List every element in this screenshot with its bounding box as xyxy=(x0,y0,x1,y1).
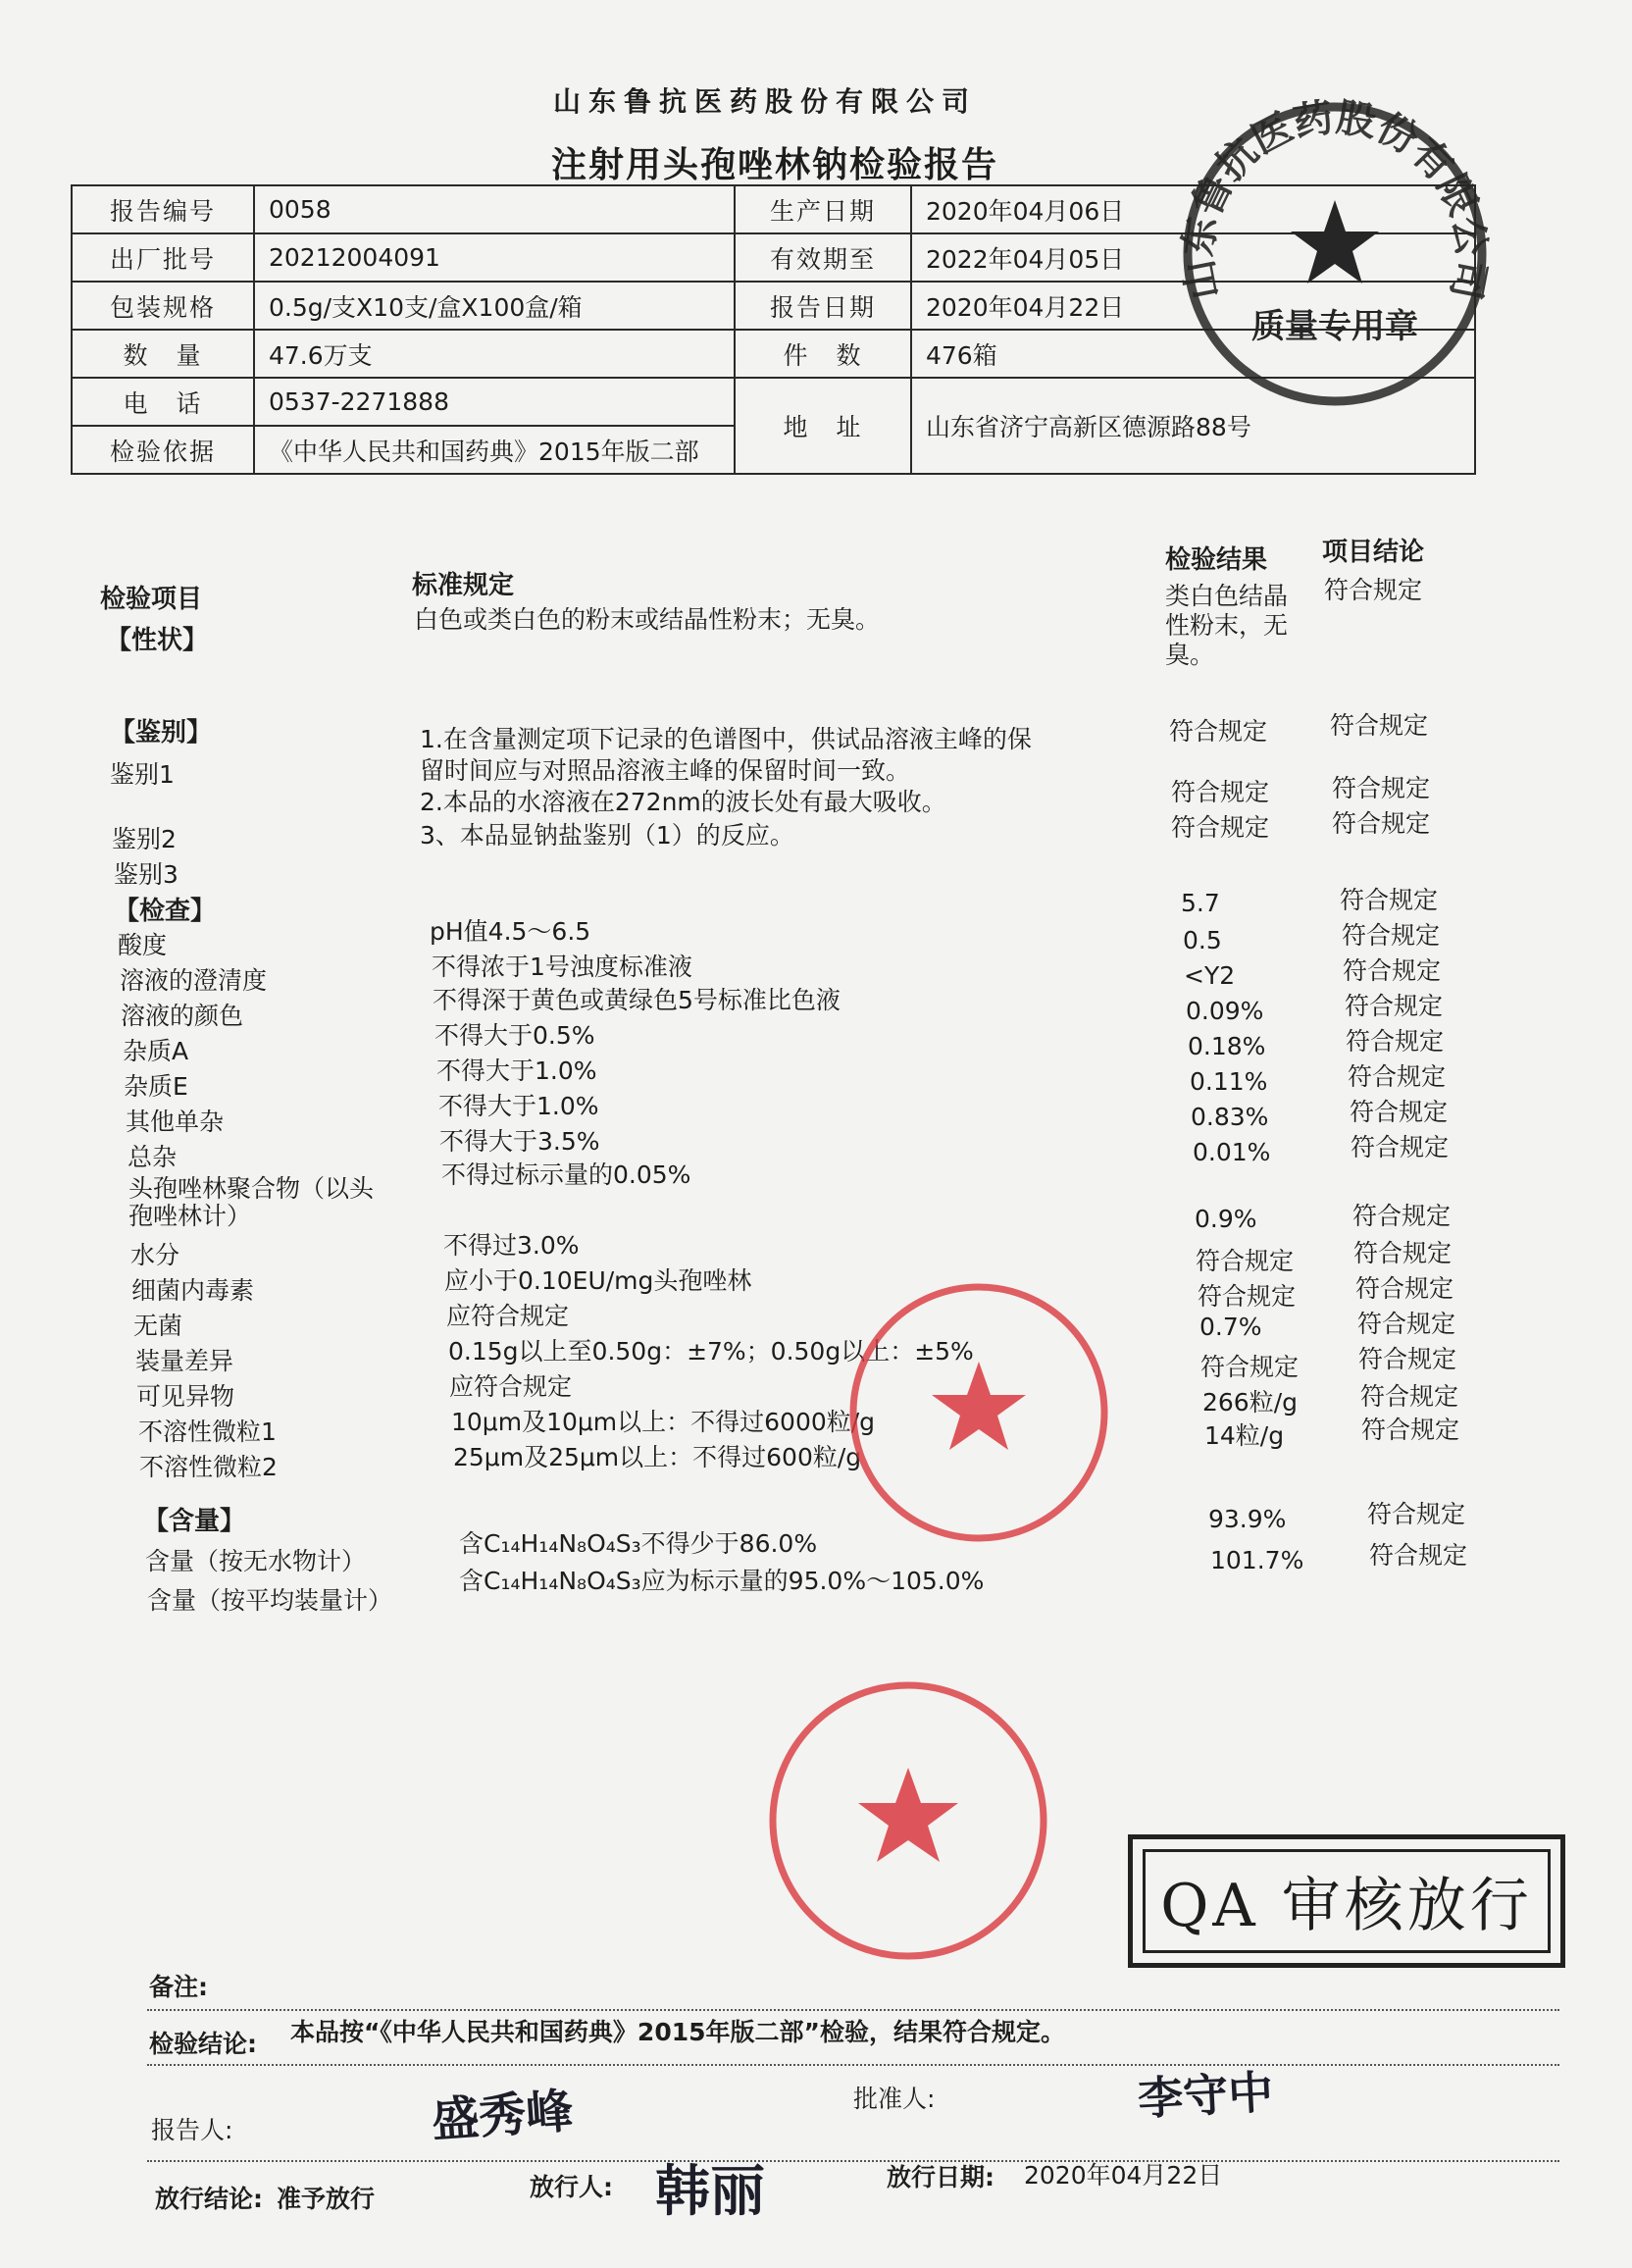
test-name: 溶液的澄清度 xyxy=(120,966,268,995)
test-result: 0.11% xyxy=(1190,1067,1268,1096)
test-result: 0.09% xyxy=(1186,997,1264,1025)
test-standard: 25μm及25μm以上：不得过600粒/g xyxy=(453,1443,862,1471)
quality-seal-ring-text: 山东鲁抗医药股份有限公司 xyxy=(1174,93,1496,304)
test-name: 不溶性微粒2 xyxy=(139,1453,278,1481)
test-conclusion: 符合规定 xyxy=(1353,1239,1453,1267)
test-result: 符合规定 xyxy=(1196,1247,1295,1275)
col-conclusion-header: 项目结论 xyxy=(1322,538,1425,567)
test-standard: 不得大于1.0% xyxy=(438,1092,599,1120)
ident-2-result: 符合规定 xyxy=(1171,813,1270,842)
test-name: 杂质A xyxy=(123,1037,189,1065)
test-name: 细菌内毒素 xyxy=(131,1276,255,1305)
appearance-standard: 白色或类白色的粉末或结晶性粉末；无臭。 xyxy=(414,605,881,634)
ident-2-standard: 2.本品的水溶液在272nm的波长处有最大吸收。 xyxy=(420,788,946,816)
spec-label: 包装规格 xyxy=(72,282,254,330)
prod-date-value: 2020年04月06日 xyxy=(911,185,1475,233)
svg-text:山东鲁抗医药股份有限公司 xyxy=(1175,94,1495,303)
footer-divider xyxy=(147,2160,1559,2162)
conclusion-text: 本品按“《中华人民共和国药典》2015年版二部”检验，结果符合规定。 xyxy=(290,2018,1065,2046)
test-name: 不溶性微粒1 xyxy=(138,1418,277,1446)
test-standard: 应符合规定 xyxy=(446,1302,570,1330)
test-result: 0.18% xyxy=(1188,1032,1266,1060)
qty-value: 47.6万支 xyxy=(254,330,735,378)
pieces-value: 476箱 xyxy=(911,330,1475,378)
test-standard: 不得大于0.5% xyxy=(434,1021,595,1050)
col-standard-header: 标准规定 xyxy=(412,571,515,600)
test-conclusion: 符合规定 xyxy=(1352,1202,1452,1230)
ident-1-standard-line2: 留时间应与对照品溶液主峰的保留时间一致。 xyxy=(420,756,911,785)
quality-seal-center-text: 质量专用章 xyxy=(1251,307,1418,346)
reporter-signature: 盛秀峰 xyxy=(430,2084,576,2148)
test-conclusion: 符合规定 xyxy=(1358,1345,1457,1373)
test-name: 杂质E xyxy=(124,1072,188,1101)
test-standard: 不得过3.0% xyxy=(443,1231,580,1260)
star-icon xyxy=(1291,200,1379,284)
report-no-label: 报告编号 xyxy=(72,185,254,233)
batch-value: 20212004091 xyxy=(254,233,735,282)
phone-label: 电 话 xyxy=(72,378,254,426)
release-conclusion-value: 准予放行 xyxy=(277,2185,376,2213)
assay-1-conclusion: 符合规定 xyxy=(1367,1500,1466,1528)
prod-date-label: 生产日期 xyxy=(735,185,911,233)
section-tests: 【检查】 xyxy=(114,897,217,926)
releaser-signature: 韩丽 xyxy=(655,2159,765,2224)
assay-1-result: 93.9% xyxy=(1208,1505,1287,1533)
identification-group-conclusion: 符合规定 xyxy=(1330,711,1429,740)
ident-3-name: 鉴别3 xyxy=(114,860,178,889)
pieces-label: 件 数 xyxy=(735,330,911,378)
test-standard: 应符合规定 xyxy=(449,1372,573,1401)
test-conclusion: 符合规定 xyxy=(1348,1062,1447,1091)
test-standard: 不得深于黄色或黄绿色5号标准比色液 xyxy=(433,986,841,1014)
test-conclusion: 符合规定 xyxy=(1357,1310,1456,1338)
footer-divider xyxy=(147,2064,1559,2066)
batch-label: 出厂批号 xyxy=(72,233,254,282)
assay-2-name: 含量（按平均装量计） xyxy=(147,1586,393,1615)
test-result: 0.7% xyxy=(1199,1313,1262,1341)
company-name: 山东鲁抗医药股份有限公司 xyxy=(552,85,977,118)
ident-2-conclusion: 符合规定 xyxy=(1332,809,1431,838)
col-result-header: 检验结果 xyxy=(1165,545,1268,575)
ident-1-result: 符合规定 xyxy=(1171,778,1270,806)
approver-label: 批准人: xyxy=(853,2085,936,2113)
appearance-result-2: 性粉末，无 xyxy=(1165,611,1289,640)
test-name: 溶液的颜色 xyxy=(121,1002,244,1030)
assay-1-name: 含量（按无水物计） xyxy=(145,1547,367,1575)
red-seal-stamp xyxy=(761,1674,1055,1968)
ident-1-name: 鉴别1 xyxy=(110,760,175,789)
ident-2-name: 鉴别2 xyxy=(112,825,177,853)
test-result: 0.5 xyxy=(1183,926,1222,954)
footer-divider xyxy=(147,2009,1559,2011)
test-result: 符合规定 xyxy=(1198,1282,1297,1311)
qa-release-stamp-text: QA 审核放行 xyxy=(1143,1849,1551,1953)
ident-1-conclusion: 符合规定 xyxy=(1332,774,1431,802)
test-conclusion: 符合规定 xyxy=(1340,886,1439,914)
approver-signature: 李守中 xyxy=(1136,2065,1275,2126)
remark-label: 备注: xyxy=(149,1973,208,2001)
test-name: 装量差异 xyxy=(135,1347,234,1375)
section-assay: 【含量】 xyxy=(143,1507,246,1536)
assay-2-conclusion: 符合规定 xyxy=(1369,1541,1468,1570)
report-no-value: 0058 xyxy=(254,185,735,233)
col-item-header: 检验项目 xyxy=(100,585,203,614)
qa-release-stamp xyxy=(1128,1834,1565,1968)
test-name: 其他单杂 xyxy=(126,1108,225,1136)
test-result: 0.01% xyxy=(1193,1138,1271,1166)
conclusion-label: 检验结论: xyxy=(149,2030,257,2058)
release-date-value: 2020年04月22日 xyxy=(1024,2161,1223,2190)
test-conclusion: 符合规定 xyxy=(1351,1133,1450,1161)
expiry-value: 2022年04月05日 xyxy=(911,233,1475,282)
star-icon xyxy=(932,1362,1026,1450)
test-conclusion: 符合规定 xyxy=(1343,956,1442,985)
test-result: 14粒/g xyxy=(1204,1421,1285,1450)
ident-1-standard-line1: 1.在含量测定项下记录的色谱图中，供试品溶液主峰的保 xyxy=(420,725,1032,753)
test-result: 符合规定 xyxy=(1200,1353,1300,1381)
assay-2-standard: 含C₁₄H₁₄N₈O₄S₃应为标示量的95.0%～105.0% xyxy=(459,1567,985,1595)
star-icon xyxy=(858,1768,958,1862)
basis-label: 检验依据 xyxy=(72,426,254,474)
test-result: 0.83% xyxy=(1191,1103,1269,1131)
test-result: 0.9% xyxy=(1195,1205,1257,1233)
test-name: 水分 xyxy=(130,1241,180,1269)
test-standard: 不得大于1.0% xyxy=(436,1057,597,1085)
test-conclusion: 符合规定 xyxy=(1355,1274,1454,1303)
release-conclusion-label: 放行结论: xyxy=(155,2185,263,2213)
address-value: 山东省济宁高新区德源路88号 xyxy=(911,378,1475,474)
ident-3-standard: 3、本品显钠盐鉴别（1）的反应。 xyxy=(420,821,794,850)
test-conclusion: 符合规定 xyxy=(1350,1098,1449,1126)
appearance-result-1: 类白色结晶 xyxy=(1165,582,1289,610)
report-title: 注射用头孢唑林钠检验报告 xyxy=(550,145,998,185)
quality-seal-stamp xyxy=(1173,92,1497,416)
test-standard: 10μm及10μm以上：不得过6000粒/g xyxy=(451,1408,876,1436)
test-name: 孢唑林计） xyxy=(128,1202,252,1230)
test-name: 总杂 xyxy=(128,1143,178,1171)
basis-value: 《中华人民共和国药典》2015年版二部 xyxy=(254,426,735,474)
address-label: 地 址 xyxy=(735,378,911,474)
test-conclusion: 符合规定 xyxy=(1360,1382,1459,1411)
test-name: 头孢唑林聚合物（以头 xyxy=(128,1174,375,1203)
test-standard: 不得大于3.5% xyxy=(439,1127,600,1156)
test-name: 无菌 xyxy=(133,1312,183,1340)
test-standard: pH值4.5～6.5 xyxy=(430,917,591,946)
test-result: 266粒/g xyxy=(1202,1388,1299,1417)
qty-label: 数 量 xyxy=(72,330,254,378)
test-result: <Y2 xyxy=(1184,961,1236,990)
appearance-conclusion: 符合规定 xyxy=(1324,576,1423,604)
assay-1-standard: 含C₁₄H₁₄N₈O₄S₃不得少于86.0% xyxy=(459,1529,818,1558)
test-standard: 0.15g以上至0.50g：±7%；0.50g以上：±5% xyxy=(448,1337,974,1366)
test-conclusion: 符合规定 xyxy=(1346,1027,1445,1056)
expiry-label: 有效期至 xyxy=(735,233,911,282)
test-standard: 应小于0.10EU/mg头孢唑林 xyxy=(444,1266,752,1295)
reporter-label: 报告人: xyxy=(151,2116,233,2144)
section-appearance: 【性状】 xyxy=(106,626,209,655)
test-name: 可见异物 xyxy=(136,1382,235,1411)
section-identification: 【鉴别】 xyxy=(110,718,213,747)
releaser-label: 放行人: xyxy=(530,2173,613,2201)
phone-value: 0537-2271888 xyxy=(254,378,735,426)
appearance-result-3: 臭。 xyxy=(1165,641,1215,669)
test-standard: 不得浓于1号浊度标准液 xyxy=(432,953,692,981)
test-name: 酸度 xyxy=(118,931,168,959)
red-seal-stamp xyxy=(842,1275,1116,1550)
identification-group-result: 符合规定 xyxy=(1169,717,1268,746)
report-date-value: 2020年04月22日 xyxy=(911,282,1475,330)
test-conclusion: 符合规定 xyxy=(1342,921,1441,950)
test-conclusion: 符合规定 xyxy=(1345,992,1444,1020)
release-date-label: 放行日期: xyxy=(887,2163,994,2191)
test-conclusion: 符合规定 xyxy=(1361,1416,1460,1444)
test-result: 5.7 xyxy=(1181,889,1220,917)
assay-2-result: 101.7% xyxy=(1210,1546,1304,1574)
test-standard: 不得过标示量的0.05% xyxy=(441,1160,691,1189)
report-date-label: 报告日期 xyxy=(735,282,911,330)
spec-value: 0.5g/支X10支/盒X100盒/箱 xyxy=(254,282,735,330)
